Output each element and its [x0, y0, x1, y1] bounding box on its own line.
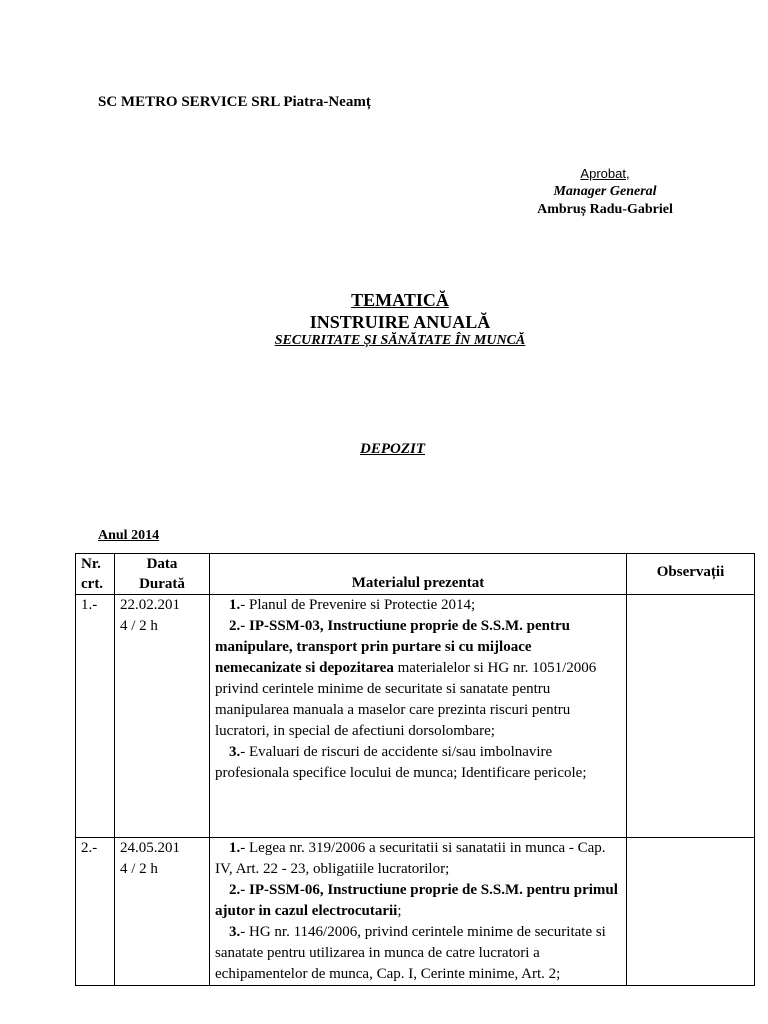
item-text: materialelor si HG nr. 1051/2006 privind cerintele minime de securitate si sanatate pentru manipularea manuala a maselor care prezinta riscuri pentru lucratori, in special de afectiuni dorsolombare;: [215, 660, 597, 739]
cell-date-line1: 24.05.201: [120, 840, 180, 856]
approval-name: Ambruș Radu-Gabriel: [537, 202, 673, 217]
header-nr: [76, 554, 115, 595]
title-line-2: INSTRUIRE ANUALĂ: [309, 312, 491, 332]
item-text: - Legea nr. 319/2006 a securitatii si sanatatii in munca - Cap. IV, Art. 22 - 23, obligatiile lucratorilor;: [215, 840, 606, 877]
item-number: 3.: [229, 744, 241, 760]
header-observations: Observații: [627, 554, 755, 595]
title-line-3: SECURITATE ȘI SĂNĂTATE ÎN MUNCĂ: [274, 333, 526, 348]
header-nr-line2: crt.: [81, 576, 104, 592]
section-title: DEPOZIT: [360, 441, 425, 457]
item-number: 1.: [229, 597, 241, 613]
cell-nr: 1.-: [76, 595, 115, 838]
material-item: [215, 880, 621, 922]
header-material: Materialul prezentat: [210, 554, 627, 595]
header-nr-line1: Nr.: [81, 556, 101, 572]
item-bold-text: - IP-SSM-03, Instructiune proprie de S.S.M. pentru manipulare, transport prin purtare si cu mijloace nemecanizate si depozitarea: [215, 618, 570, 676]
approval-role: Manager General: [553, 184, 657, 199]
item-number: 2.: [229, 882, 241, 898]
table-row: [76, 838, 755, 986]
approval-block: [520, 165, 690, 219]
cell-date-line1: 22.02.201: [120, 597, 180, 613]
item-number: 1.: [229, 840, 241, 856]
cell-date: [115, 595, 210, 838]
cell-date-line2: 4 / 2 h: [120, 618, 158, 634]
item-number: 2.: [229, 618, 241, 634]
cell-date: [115, 838, 210, 986]
material-item: [215, 595, 621, 616]
material-item: [215, 922, 621, 985]
table-row: [76, 595, 755, 838]
year-label: Anul 2014: [98, 528, 160, 543]
item-bold-text: - IP-SSM-06, Instructiune proprie de S.S.M. pentru primul ajutor in cazul electrocutarii: [215, 882, 618, 919]
cell-material: [210, 595, 627, 838]
material-item: [215, 616, 621, 742]
item-text: ;: [397, 903, 402, 919]
item-number: 3.: [229, 924, 241, 940]
material-item: [215, 838, 621, 880]
cell-material: [210, 838, 627, 986]
header-date-line1: Data: [146, 556, 178, 572]
header-date: [115, 554, 210, 595]
title-line-1: TEMATICĂ: [351, 290, 449, 310]
table-header-row: [76, 554, 755, 595]
cell-date-line2: 4 / 2 h: [120, 861, 158, 877]
cell-observations: [627, 595, 755, 838]
material-item: [215, 742, 621, 784]
document-title: [0, 289, 768, 349]
item-text: - Planul de Prevenire si Protectie 2014;: [240, 597, 476, 613]
cell-observations: [627, 838, 755, 986]
header-date-line2: Durată: [139, 576, 185, 592]
training-table: [75, 553, 755, 986]
cell-nr: 2.-: [76, 838, 115, 986]
item-text: - HG nr. 1146/2006, privind cerintele minime de securitate si sanatate pentru utilizarea in munca de catre lucratori a echipamentelor de munca, Cap. I, Cerinte minime, Art. 2;: [215, 924, 606, 982]
approval-label: Aprobat,: [580, 166, 630, 181]
company-name: SC METRO SERVICE SRL Piatra-Neamț: [98, 94, 371, 110]
item-text: - Evaluari de riscuri de accidente si/sau imbolnavire profesionala specifice locului de munca; Identificare pericole;: [215, 744, 587, 781]
